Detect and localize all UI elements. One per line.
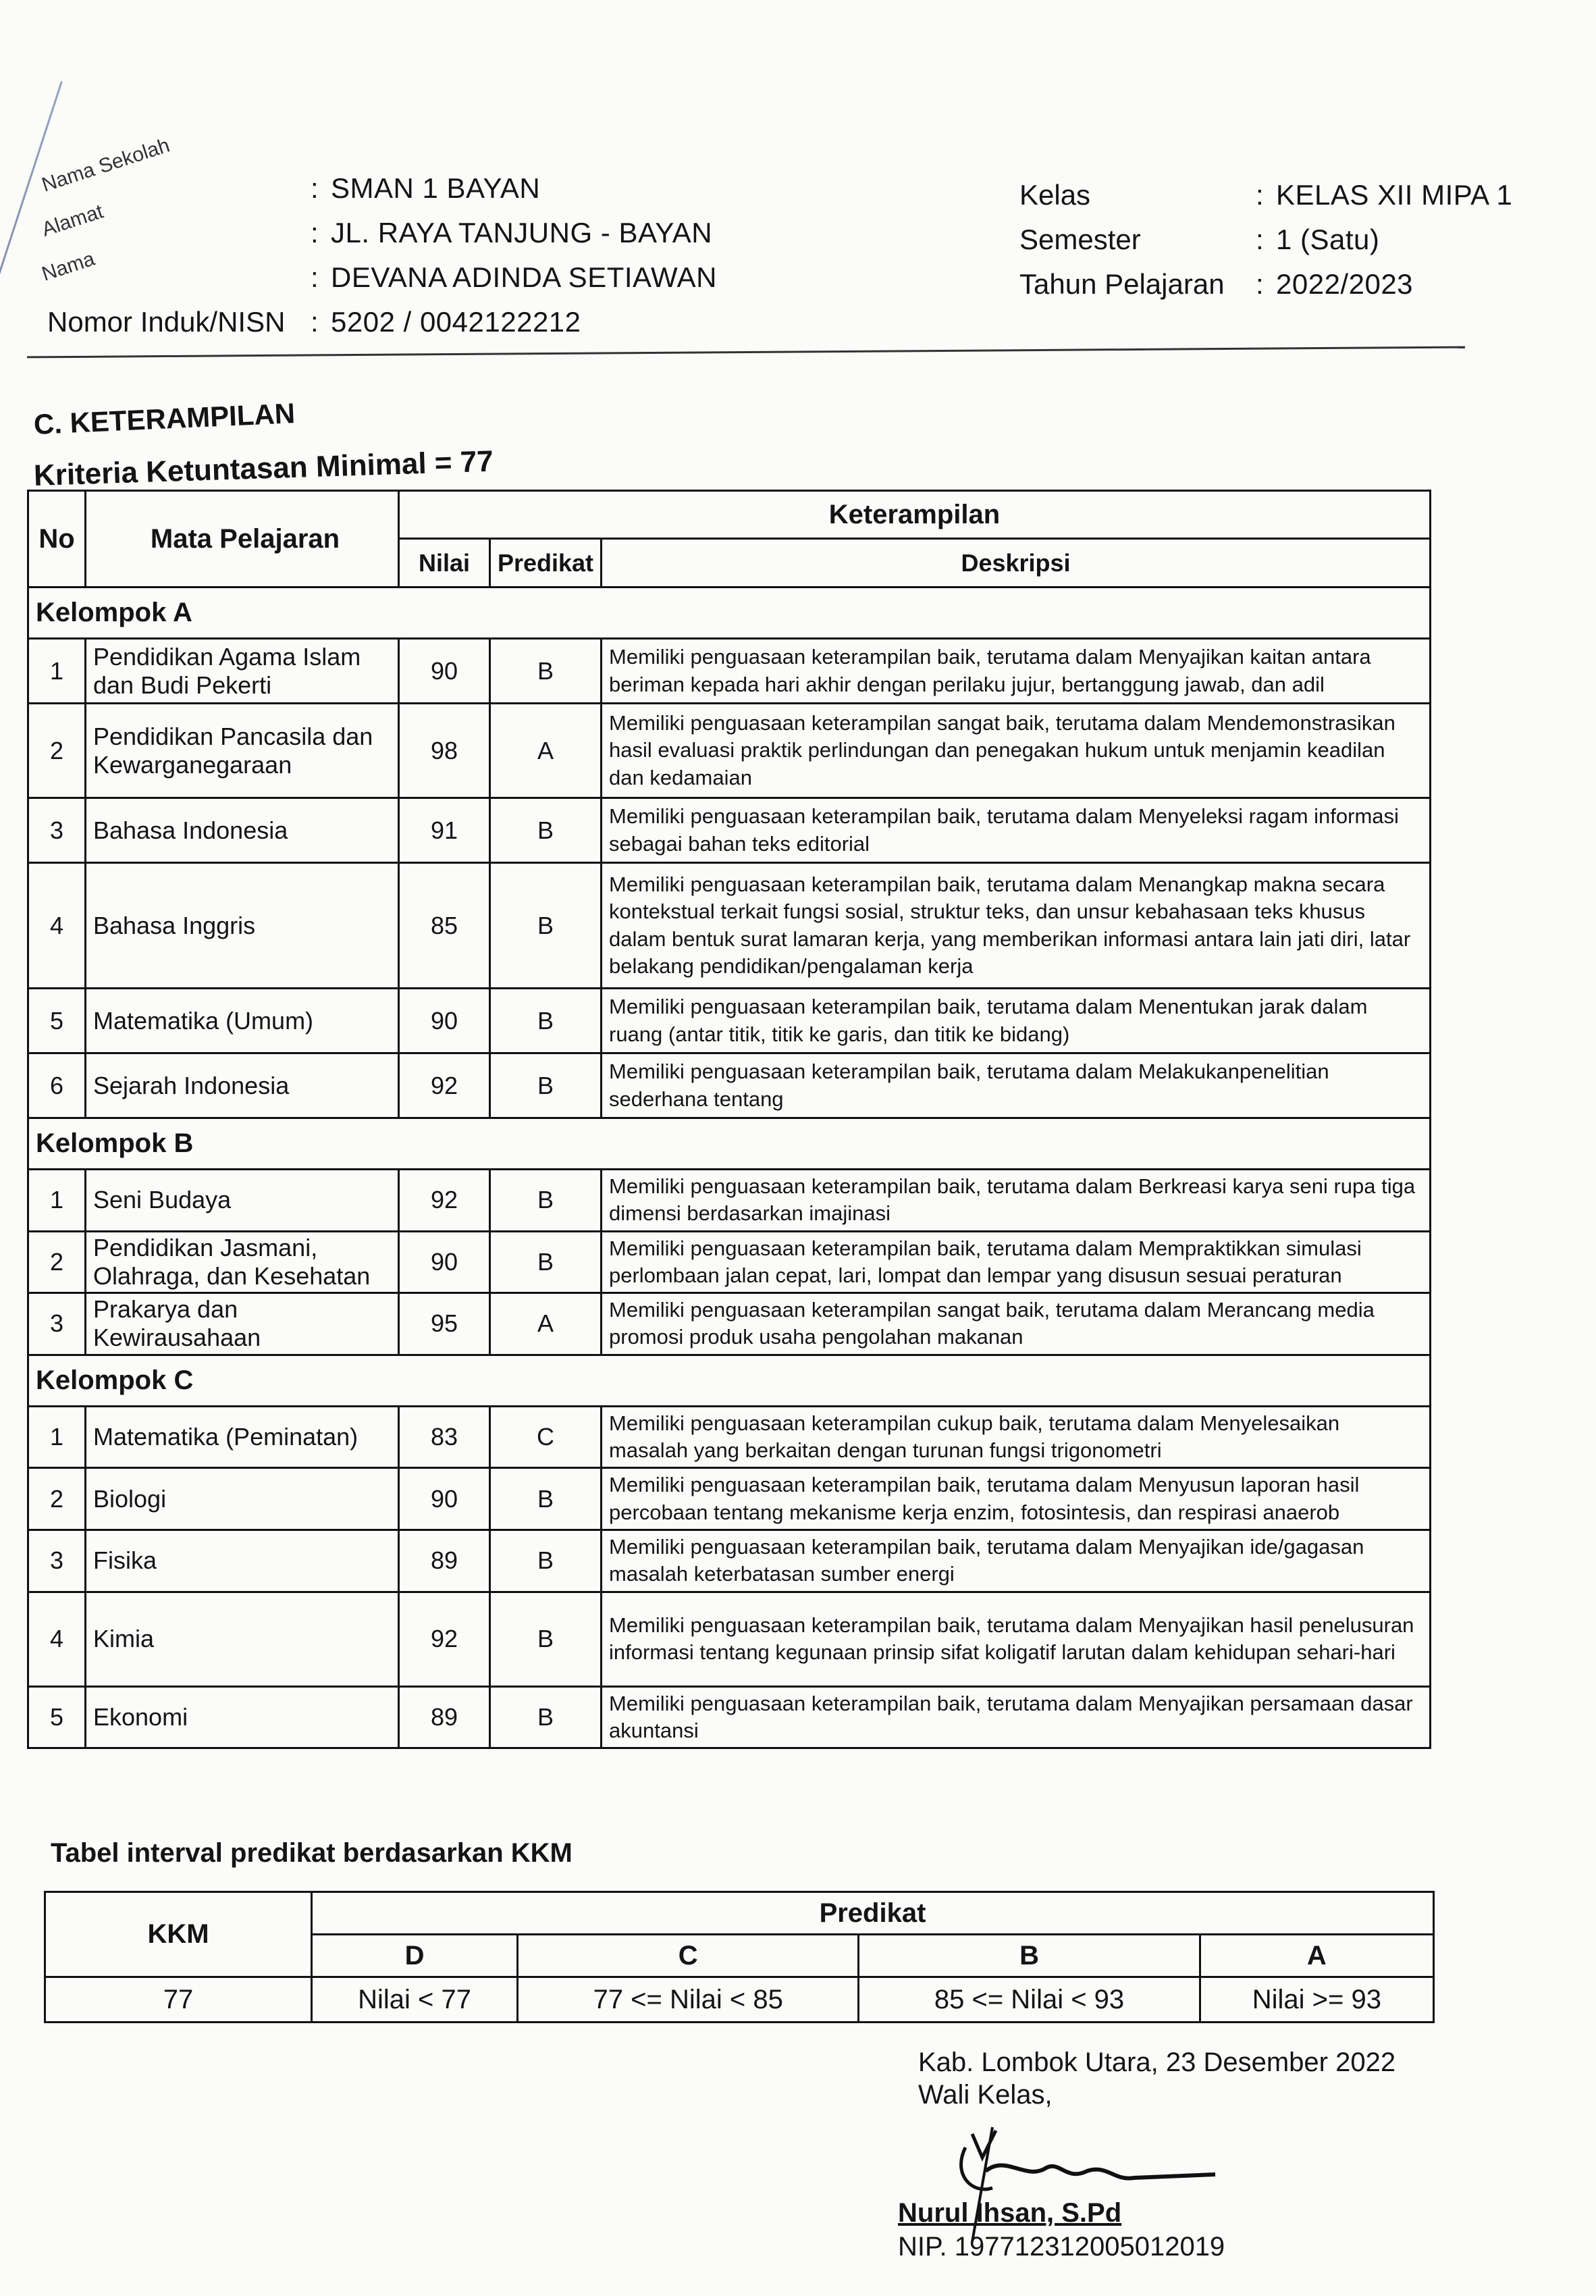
cell-predikat: B bbox=[490, 1170, 602, 1232]
info-label: Semester bbox=[1019, 224, 1141, 255]
cell-deskripsi: Memiliki penguasaan keterampilan baik, terutama dalam Melakukanpenelitian sederhana tentang bbox=[602, 1053, 1431, 1118]
cell-predikat: B bbox=[490, 989, 602, 1053]
cell-no: 2 bbox=[28, 704, 86, 798]
col-header-nilai: Nilai bbox=[399, 539, 490, 588]
cell-predikat: B bbox=[490, 1530, 602, 1592]
cell-nilai: 98 bbox=[399, 704, 490, 798]
cell-no: 5 bbox=[28, 989, 86, 1053]
cell-subject: Sejarah Indonesia bbox=[86, 1053, 399, 1118]
cell-predikat: B bbox=[490, 863, 602, 989]
cell-nilai: 90 bbox=[399, 1231, 490, 1293]
info-row-semester bbox=[1019, 224, 1560, 268]
interval-header-kkm: KKM bbox=[45, 1892, 312, 1977]
cell-deskripsi: Memiliki penguasaan keterampilan baik, terutama dalam Menyajikan hasil penelusuran informasi tentang kegunaan prinsip sifat koligatif larutan dalam kehidupan sehari-hari bbox=[602, 1592, 1431, 1686]
cell-deskripsi: Memiliki penguasaan keterampilan sangat baik, terutama dalam Mendemonstrasikan hasil evaluasi praktik perlindungan dan penegakan hukum untuk menjamin keadilan dan kedamaian bbox=[602, 704, 1431, 798]
cell-deskripsi: Memiliki penguasaan keterampilan baik, terutama dalam Menyajikan kaitan antara beriman kepada hari akhir dengan perilaku jujur, bertanggung jawab, dan adil bbox=[602, 639, 1431, 704]
table-row bbox=[28, 798, 1431, 863]
table-row bbox=[28, 639, 1431, 704]
interval-range-b: 85 <= Nilai < 93 bbox=[859, 1977, 1200, 2023]
info-label: Kelas bbox=[1019, 179, 1091, 211]
section-title: C. KETERAMPILAN bbox=[32, 397, 296, 440]
cell-no: 6 bbox=[28, 1053, 86, 1118]
info-value-nisn: 5202 / 0042122212 bbox=[331, 306, 581, 338]
info-colon: : bbox=[1256, 179, 1264, 211]
interval-header-predikat: Predikat bbox=[312, 1892, 1434, 1935]
info-row-year bbox=[1019, 268, 1560, 313]
signature-block bbox=[918, 2046, 1395, 2111]
info-value-school: SMAN 1 BAYAN bbox=[331, 172, 541, 204]
interval-grade-c: C bbox=[518, 1935, 859, 1977]
cell-predikat: B bbox=[490, 1053, 602, 1118]
teacher-name: Nurul Ihsan, S.Pd bbox=[898, 2198, 1122, 2228]
table-row bbox=[28, 704, 1431, 798]
cell-predikat: B bbox=[490, 639, 602, 704]
table-row bbox=[28, 1406, 1431, 1468]
table-row bbox=[28, 1231, 1431, 1293]
cell-no: 2 bbox=[28, 1468, 86, 1530]
table-row bbox=[28, 1686, 1431, 1748]
cell-deskripsi: Memiliki penguasaan keterampilan baik, terutama dalam Menyeleksi ragam informasi sebagai bahan teks editorial bbox=[602, 798, 1431, 863]
cell-deskripsi: Memiliki penguasaan keterampilan baik, terutama dalam Menyajikan ide/gagasan masalah keterbatasan sumber energi bbox=[602, 1530, 1431, 1592]
interval-grade-a: A bbox=[1200, 1935, 1433, 1977]
info-colon: : bbox=[311, 306, 319, 338]
cell-subject: Matematika (Peminatan) bbox=[86, 1406, 399, 1468]
cell-predikat: C bbox=[490, 1406, 602, 1468]
cell-predikat: A bbox=[490, 704, 602, 798]
signature-role: Wali Kelas, bbox=[918, 2080, 1053, 2110]
signature-place-date: Kab. Lombok Utara, 23 Desember 2022 bbox=[918, 2047, 1396, 2077]
col-header-keterampilan: Keterampilan bbox=[399, 491, 1431, 539]
info-value-semester: 1 (Satu) bbox=[1276, 224, 1380, 255]
cell-deskripsi: Memiliki penguasaan keterampilan baik, terutama dalam Menyajikan persamaan dasar akuntansi bbox=[602, 1686, 1431, 1748]
cell-no: 1 bbox=[28, 639, 86, 704]
cell-no: 4 bbox=[28, 1592, 86, 1686]
cell-subject: Pendidikan Agama Islam dan Budi Pekerti bbox=[86, 639, 399, 704]
cell-nilai: 90 bbox=[399, 639, 490, 704]
cell-no: 3 bbox=[28, 798, 86, 863]
cell-subject: Matematika (Umum) bbox=[86, 989, 399, 1053]
cell-subject: Bahasa Inggris bbox=[86, 863, 399, 989]
cell-subject: Pendidikan Jasmani, Olahraga, dan Kesehatan bbox=[86, 1231, 399, 1293]
info-row-class bbox=[1019, 179, 1560, 224]
cell-nilai: 92 bbox=[399, 1053, 490, 1118]
interval-grade-b: B bbox=[859, 1935, 1200, 1977]
info-value-address: JL. RAYA TANJUNG - BAYAN bbox=[331, 217, 713, 249]
cell-subject: Seni Budaya bbox=[86, 1170, 399, 1232]
cell-no: 4 bbox=[28, 863, 86, 989]
cell-no: 2 bbox=[28, 1231, 86, 1293]
cell-nilai: 92 bbox=[399, 1592, 490, 1686]
kkm-criteria: Kriteria Ketuntasan Minimal = 77 bbox=[33, 444, 494, 492]
cell-deskripsi: Memiliki penguasaan keterampilan cukup baik, terutama dalam Menyelesaikan masalah yang berkaitan dengan turunan fungsi trigonometri bbox=[602, 1406, 1431, 1468]
cell-subject: Biologi bbox=[86, 1468, 399, 1530]
cell-no: 1 bbox=[28, 1406, 86, 1468]
interval-grade-d: D bbox=[312, 1935, 518, 1977]
table-row bbox=[28, 1592, 1431, 1686]
student-info-left bbox=[27, 134, 972, 350]
interval-kkm-value: 77 bbox=[45, 1977, 312, 2023]
info-row-name bbox=[27, 247, 972, 306]
info-label: Tahun Pelajaran bbox=[1019, 268, 1225, 300]
cell-deskripsi: Memiliki penguasaan keterampilan baik, terutama dalam Berkreasi karya seni rupa tiga dimensi berdasarkan imajinasi bbox=[602, 1170, 1431, 1232]
cell-subject: Ekonomi bbox=[86, 1686, 399, 1748]
cell-deskripsi: Memiliki penguasaan keterampilan baik, terutama dalam Menyusun laporan hasil percobaan tentang mekanisme kerja enzim, fotosintesis, dan respirasi anaerob bbox=[602, 1468, 1431, 1530]
table-row bbox=[28, 989, 1431, 1053]
group-header-b: Kelompok B bbox=[28, 1118, 1431, 1170]
info-row-nisn bbox=[27, 306, 972, 350]
col-header-predikat: Predikat bbox=[490, 539, 602, 588]
table-row bbox=[28, 863, 1431, 989]
cell-no: 3 bbox=[28, 1293, 86, 1355]
cell-subject: Prakarya dan Kewirausahaan bbox=[86, 1293, 399, 1355]
info-label: Nomor Induk/NISN bbox=[47, 306, 286, 338]
col-header-deskripsi: Deskripsi bbox=[602, 539, 1431, 588]
info-label: Nama bbox=[39, 247, 98, 286]
table-row bbox=[28, 1530, 1431, 1592]
cell-nilai: 89 bbox=[399, 1530, 490, 1592]
cell-predikat: B bbox=[490, 1231, 602, 1293]
info-value-year: 2022/2023 bbox=[1276, 268, 1414, 300]
table-row bbox=[28, 1293, 1431, 1355]
cell-no: 1 bbox=[28, 1170, 86, 1232]
table-row bbox=[28, 1468, 1431, 1530]
cell-predikat: B bbox=[490, 1468, 602, 1530]
info-value-name: DEVANA ADINDA SETIAWAN bbox=[331, 261, 717, 293]
cell-no: 3 bbox=[28, 1530, 86, 1592]
cell-predikat: B bbox=[490, 1686, 602, 1748]
cell-subject: Fisika bbox=[86, 1530, 399, 1592]
teacher-nip: NIP. 197712312005012019 bbox=[898, 2232, 1225, 2262]
interval-range-a: Nilai >= 93 bbox=[1200, 1977, 1433, 2023]
info-colon: : bbox=[311, 261, 319, 293]
info-colon: : bbox=[311, 172, 319, 204]
cell-deskripsi: Memiliki penguasaan keterampilan sangat baik, terutama dalam Merancang media promosi produk usaha pengolahan makanan bbox=[602, 1293, 1431, 1355]
cell-predikat: A bbox=[490, 1293, 602, 1355]
interval-table-title: Tabel interval predikat berdasarkan KKM bbox=[51, 1838, 573, 1868]
cell-nilai: 90 bbox=[399, 989, 490, 1053]
group-header-a: Kelompok A bbox=[28, 588, 1431, 639]
cell-no: 5 bbox=[28, 1686, 86, 1748]
cell-nilai: 89 bbox=[399, 1686, 490, 1748]
cell-nilai: 92 bbox=[399, 1170, 490, 1232]
col-header-no: No bbox=[28, 491, 86, 588]
cell-predikat: B bbox=[490, 798, 602, 863]
predicate-interval-table bbox=[44, 1891, 1435, 2023]
cell-deskripsi: Memiliki penguasaan keterampilan baik, terutama dalam Menangkap makna secara kontekstual terkait fungsi sosial, struktur teks, dan unsur kebahasaan teks khusus dalam bentuk surat lamaran kerja, yang memberikan informasi antara lain jati diri, latar belakang pendidikan/pengalaman kerja bbox=[602, 863, 1431, 989]
cell-deskripsi: Memiliki penguasaan keterampilan baik, terutama dalam Mempraktikkan simulasi perlombaan jalan cepat, lari, lompat dan lempar yang disusun sesuai peraturan bbox=[602, 1231, 1431, 1293]
info-colon: : bbox=[1256, 224, 1264, 255]
interval-range-d: Nilai < 77 bbox=[312, 1977, 518, 2023]
col-header-subject: Mata Pelajaran bbox=[86, 491, 399, 588]
cell-deskripsi: Memiliki penguasaan keterampilan baik, terutama dalam Menentukan jarak dalam ruang (antar titik, titik ke garis, dan titik ke bidang) bbox=[602, 989, 1431, 1053]
cell-nilai: 95 bbox=[399, 1293, 490, 1355]
info-value-class: KELAS XII MIPA 1 bbox=[1276, 179, 1513, 211]
cell-subject: Kimia bbox=[86, 1592, 399, 1686]
info-label: Alamat bbox=[39, 200, 107, 241]
cell-nilai: 85 bbox=[399, 863, 490, 989]
skills-grade-table bbox=[27, 490, 1431, 1749]
table-row bbox=[28, 1053, 1431, 1118]
group-header-c: Kelompok C bbox=[28, 1355, 1431, 1406]
cell-subject: Bahasa Indonesia bbox=[86, 798, 399, 863]
info-colon: : bbox=[311, 217, 319, 249]
cell-nilai: 90 bbox=[399, 1468, 490, 1530]
cell-nilai: 83 bbox=[399, 1406, 490, 1468]
cell-predikat: B bbox=[490, 1592, 602, 1686]
table-row bbox=[28, 1170, 1431, 1232]
cell-subject: Pendidikan Pancasila dan Kewarganegaraan bbox=[86, 704, 399, 798]
info-label: Nama Sekolah bbox=[39, 134, 173, 197]
cell-nilai: 91 bbox=[399, 798, 490, 863]
info-colon: : bbox=[1256, 268, 1264, 300]
student-info-right bbox=[1019, 179, 1560, 313]
interval-range-c: 77 <= Nilai < 85 bbox=[518, 1977, 859, 2023]
